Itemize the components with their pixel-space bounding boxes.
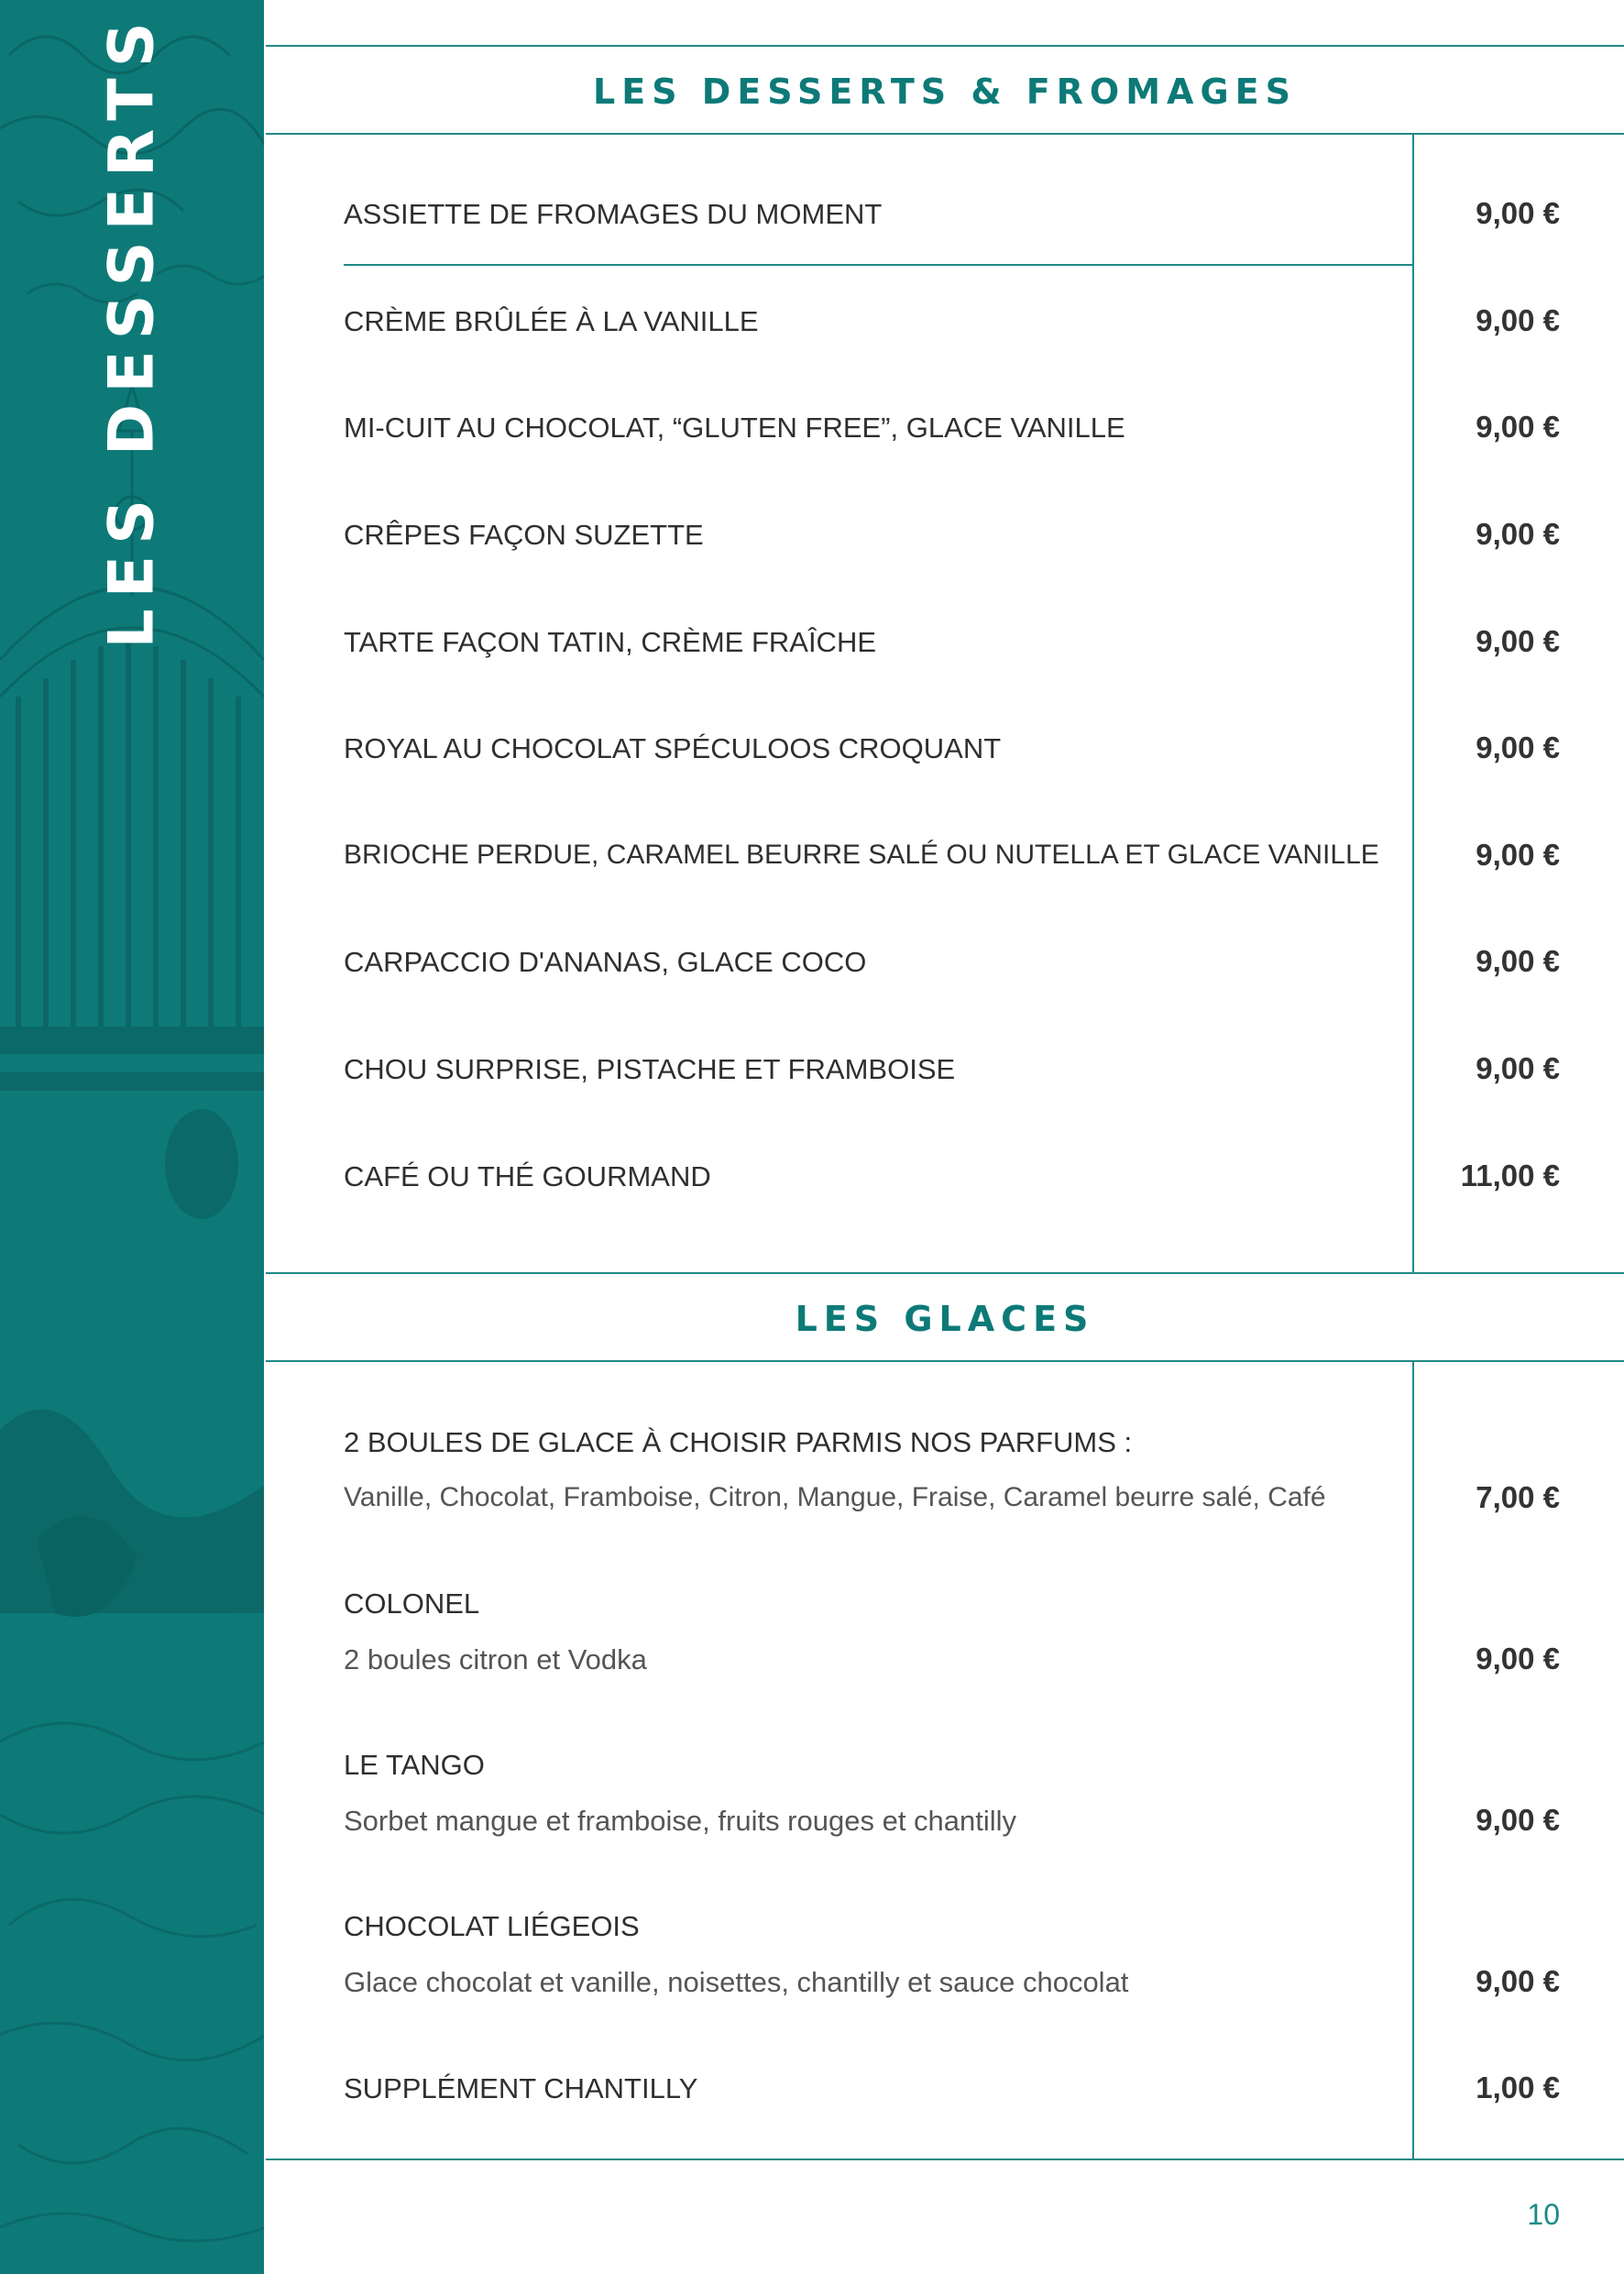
menu-item-name: COLONEL (344, 1587, 480, 1620)
menu-item-price: 9,00 € (1476, 944, 1560, 978)
menu-item-price: 9,00 € (1476, 838, 1560, 872)
sidebar-title: LES DESSERTS (95, 11, 169, 649)
menu-item-price: 9,00 € (1476, 1803, 1560, 1837)
menu-item-name: BRIOCHE PERDUE, CARAMEL BEURRE SALÉ OU NUTELLA ET GLACE VANILLE (344, 840, 1379, 870)
menu-item-name: LE TANGO (344, 1749, 485, 1781)
menu-item-name: ASSIETTE DE FROMAGES DU MOMENT (344, 198, 883, 230)
menu-item-name: 2 BOULES DE GLACE À CHOISIR PARMIS NOS PARFUMS : (344, 1426, 1133, 1458)
menu-item-description: Vanille, Chocolat, Framboise, Citron, Mangue, Fraise, Caramel beurre salé, Café (344, 1482, 1326, 1512)
menu-item-name: MI-CUIT AU CHOCOLAT, “GLUTEN FREE”, GLACE VANILLE (344, 412, 1125, 444)
menu-item-name: CRÈME BRÛLÉE À LA VANILLE (344, 305, 759, 337)
column-divider (1412, 1361, 1414, 2159)
menu-item-price: 7,00 € (1476, 1480, 1560, 1514)
menu-item-price: 9,00 € (1476, 410, 1560, 444)
menu-item-price: 9,00 € (1476, 731, 1560, 764)
menu-item-name: CHOU SURPRISE, PISTACHE ET FRAMBOISE (344, 1053, 956, 1085)
menu-item-price: 9,00 € (1476, 1051, 1560, 1085)
menu-item-name: SUPPLÉMENT CHANTILLY (344, 2072, 698, 2104)
menu-item-price: 9,00 € (1476, 196, 1560, 230)
menu-item-name: TARTE FAÇON TATIN, CRÈME FRAÎCHE (344, 626, 877, 658)
menu-item-price: 9,00 € (1476, 303, 1560, 337)
divider (266, 45, 1624, 47)
decorative-band (0, 0, 264, 2274)
divider (266, 2159, 1624, 2160)
menu-item-price: 9,00 € (1476, 1642, 1560, 1675)
menu-item-name: ROYAL AU CHOCOLAT SPÉCULOOS CROQUANT (344, 732, 1002, 764)
menu-item-description: Sorbet mangue et framboise, fruits rouges et chantilly (344, 1805, 1017, 1837)
menu-item-price: 9,00 € (1476, 624, 1560, 658)
column-divider (1412, 134, 1414, 1272)
menu-item-name: CAFÉ OU THÉ GOURMAND (344, 1160, 711, 1192)
section-title-desserts: LES DESSERTS & FROMAGES (593, 71, 1297, 112)
menu-item-price: 9,00 € (1476, 1964, 1560, 1998)
menu-item-price: 9,00 € (1476, 517, 1560, 551)
divider (266, 133, 1624, 135)
divider (266, 1360, 1624, 1362)
section-title-glaces: LES GLACES (795, 1299, 1095, 1339)
menu-item-name: CRÊPES FAÇON SUZETTE (344, 519, 704, 551)
menu-item-name: CHOCOLAT LIÉGEOIS (344, 1910, 640, 1942)
menu-item-price: 1,00 € (1476, 2071, 1560, 2104)
divider (266, 1272, 1624, 1274)
menu-item-description: Glace chocolat et vanille, noisettes, chantilly et sauce chocolat (344, 1966, 1129, 1998)
menu-item-price: 11,00 € (1460, 1159, 1560, 1192)
menu-item-name: CARPACCIO D'ANANAS, GLACE COCO (344, 946, 867, 978)
menu-item-description: 2 boules citron et Vodka (344, 1643, 647, 1675)
page-number: 10 (1527, 2198, 1560, 2231)
divider (344, 264, 1412, 266)
